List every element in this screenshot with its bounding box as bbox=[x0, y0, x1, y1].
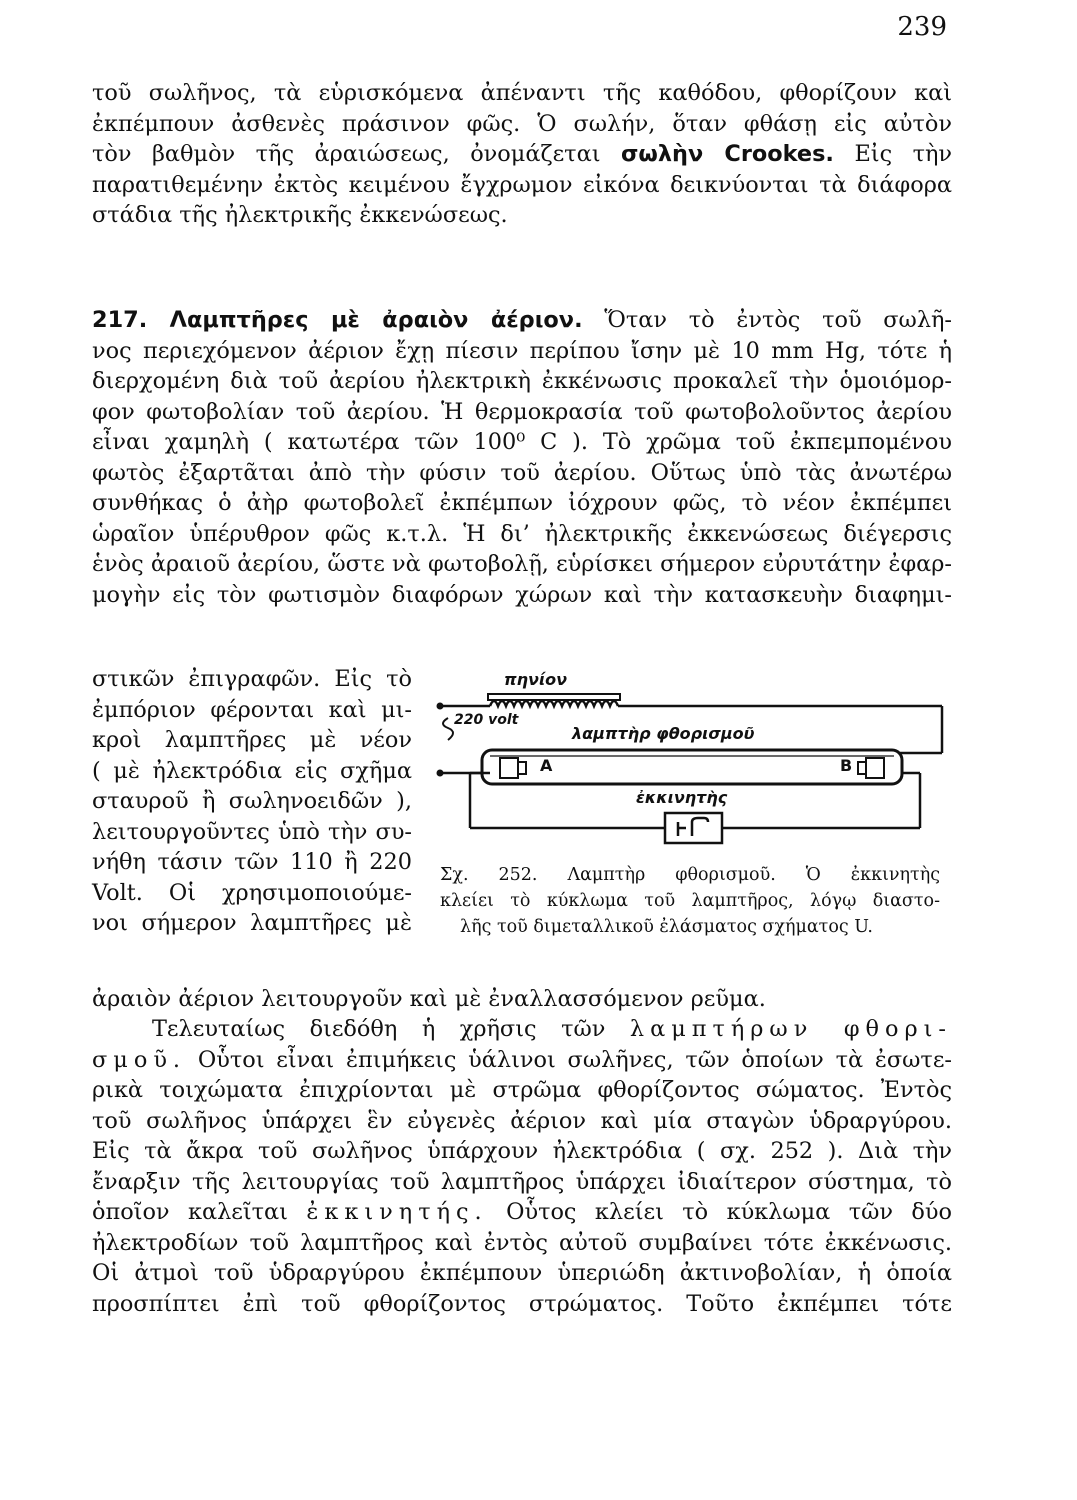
electrode-b-icon bbox=[866, 758, 884, 778]
figure-caption bbox=[440, 862, 940, 940]
section-217-wrapped-text bbox=[92, 664, 412, 939]
text-line bbox=[92, 305, 952, 336]
text-run: ὁποῖον καλεῖται bbox=[92, 1199, 307, 1225]
text-line bbox=[92, 1197, 952, 1228]
paragraph-crookes-tube bbox=[92, 78, 952, 231]
text-line: ἀραιὸν ἀέριον λειτουργοῦν καὶ μὲ ἐναλλασσόμενον ρεῦμα. bbox=[92, 986, 766, 1012]
text-line: στάδια τῆς ἠλεκτρικῆς ἐκκενώσεως. bbox=[92, 202, 508, 228]
section-heading: 217. Λαμπτῆρες μὲ ἀραιὸν ἀέριον. bbox=[92, 307, 583, 333]
terminal-icon bbox=[437, 770, 444, 777]
text-line: Οἱ ἀτμοὶ τοῦ ὑδραργύρου ἐκπέμπουν ὑπεριώδη ἀκτινοβολίαν, ἡ ὁποία bbox=[92, 1260, 952, 1286]
text-line: Εἰς τὰ ἄκρα τοῦ σωλῆνος ὑπάρχουν ἠλεκτρόδια ( σχ. 252 ). Διὰ τὴν bbox=[92, 1138, 952, 1164]
text-run: Οὗτοι εἶναι ἐπιμήκεις ὑάλινοι σωλῆνες, τῶν ὁποίων τὰ ἐσωτε- bbox=[186, 1046, 952, 1073]
text-line: φωτὸς ἐξαρτᾶται ἀπὸ τὴν φύσιν τοῦ ἀερίου. Οὕτως ὑπὸ τὰς ἀνωτέρω bbox=[92, 459, 952, 486]
text-line bbox=[92, 1014, 952, 1045]
text-run: Οὗτος κλείει τὸ κύκλωμα τῶν δύο bbox=[487, 1199, 952, 1225]
text-line: ἠλεκτροδίων τοῦ λαμπτῆρος καὶ ἐντὸς αὐτοῦ συμβαίνει τότε ἐκκένωσις. bbox=[92, 1229, 952, 1256]
text-line: νήθη τάσιν τῶν 110 ἢ 220 bbox=[92, 849, 412, 875]
coil-core bbox=[488, 694, 620, 700]
page-number: 239 bbox=[897, 12, 947, 42]
text-line: συνθήκας ὁ ἀὴρ φωτοβολεῖ ἐκπέμπων ἰόχρουν φῶς, τὸ νέον ἐκπέμπει bbox=[92, 490, 952, 516]
ballast-coil-icon bbox=[490, 701, 618, 706]
spaced-term: ἐκκινητής. bbox=[306, 1199, 488, 1225]
spaced-term: λαμπτήρων φθορι- bbox=[629, 1016, 952, 1042]
text-line: νοι σήμερον λαμπτῆρες μὲ bbox=[92, 910, 412, 936]
caption-line: Σχ. 252. Λαμπτὴρ φθορισμοῦ. Ὁ ἐκκινητὴς bbox=[440, 865, 940, 885]
text-run: Ὅταν τὸ ἐντὸς τοῦ σωλῆ- bbox=[582, 307, 952, 333]
text-line: ἐκπέμπουν ἀσθενὲς πράσινον φῶς. Ὁ σωλήν, ὅταν φθάσῃ εἰς αὐτὸν bbox=[92, 110, 952, 137]
text-line: στικῶν ἐπιγραφῶν. Εἰς τὸ bbox=[92, 666, 412, 692]
text-run: Εἰς τὴν bbox=[833, 141, 953, 167]
text-line: ( μὲ ἠλεκτρόδια εἰς σχῆμα bbox=[92, 757, 412, 784]
electrode-a-icon bbox=[500, 758, 518, 778]
section-217-tail bbox=[92, 984, 952, 1015]
text-line: διερχομένη διὰ τοῦ ἀερίου ἠλεκτρικὴ ἐκκένωσις προκαλεῖ τὴν ὁμοιόμορ- bbox=[92, 368, 952, 394]
text-line: τοῦ σωλῆνος ὑπάρχει ἓν εὐγενὲς ἀέριον καὶ μία σταγὼν ὑδραργύρου. bbox=[92, 1107, 952, 1134]
bold-term: σωλὴν Crookes. bbox=[620, 141, 834, 167]
terminal-icon bbox=[437, 703, 444, 710]
text-line: ἑνὸς ἀραιοῦ ἀερίου, ὥστε νὰ φωτοβολῇ, εὑρίσκει σήμερον εὐρυτάτην ἐφαρ- bbox=[92, 551, 952, 577]
text-line bbox=[92, 139, 952, 170]
text-line: σταυροῦ ἢ σωληνοειδῶν ), bbox=[92, 788, 412, 814]
text-line: παρατιθεμένην ἐκτὸς κειμένου ἔγχρωμον εἰκόνα δεικνύονται τὰ διάφορα bbox=[92, 171, 952, 198]
text-line: κροὶ λαμπτῆρες μὲ νέον bbox=[92, 727, 412, 753]
circuit-diagram bbox=[430, 668, 950, 858]
text-line: προσπίπτει ἐπὶ τοῦ φθορίζοντος στρώματος. Τοῦτο ἐκπέμπει τότε bbox=[92, 1290, 952, 1317]
text-line: Volt. Οἱ χρησιμοποιούμε- bbox=[92, 879, 412, 906]
text-line: τοῦ σωλῆνος, τὰ εὑρισκόμενα ἀπέναντι τῆς καθόδου, φθορίζουν καὶ bbox=[92, 80, 952, 106]
section-217 bbox=[92, 305, 952, 610]
starter-icon bbox=[665, 813, 722, 843]
caption-line: λῆς τοῦ διμεταλλικοῦ ἐλάσματος σχήματος U. bbox=[460, 917, 873, 937]
starter-label: ἐκκινητὴς bbox=[636, 788, 728, 807]
text-line: ἐμπόριον φέρονται καὶ μι- bbox=[92, 696, 412, 723]
paragraph-fluorescent-lamps bbox=[92, 1014, 952, 1319]
voltage-mark-icon bbox=[443, 718, 453, 740]
voltage-label: 220 volt bbox=[454, 712, 519, 728]
text-line: εἶναι χαμηλὴ ( κατωτέρα τῶν 100⁰ C ). Τὸ χρῶμα τοῦ ἐκπεμπομένου bbox=[92, 429, 952, 455]
lamp-label: λαμπτὴρ φθορισμοῦ bbox=[572, 724, 755, 743]
caption-line: κλείει τὸ κύκλωμα τοῦ λαμπτῆρος, λόγῳ διαστο- bbox=[440, 891, 940, 911]
spaced-term: σμοῦ. bbox=[92, 1046, 187, 1073]
text-line: ὡραῖον ὑπέρυθρον φῶς κ.τ.λ. Ἡ δι’ ἠλεκτρικῆς ἐκκενώσεως διέγερσις bbox=[92, 520, 952, 547]
text-line bbox=[92, 1045, 952, 1076]
text-run: Τελευταίως διεδόθη ἡ χρῆσις τῶν bbox=[152, 1016, 630, 1042]
electrode-b-label: B bbox=[840, 756, 853, 775]
coil-label: πηνίον bbox=[504, 670, 568, 689]
text-line: ἔναρξιν τῆς λειτουργίας τοῦ λαμπτῆρος ὑπάρχει ἰδιαίτερον σύστημα, τὸ bbox=[92, 1168, 952, 1195]
text-line: φον φωτοβολίαν τοῦ ἀερίου. Ἡ θερμοκρασία τοῦ φωτοβολοῦντος ἀερίου bbox=[92, 398, 952, 425]
electrode-a-label: A bbox=[540, 756, 553, 775]
text-run: τὸν βαθμὸν τῆς ἀραιώσεως, ὀνομάζεται bbox=[92, 141, 621, 167]
text-line: μογὴν εἰς τὸν φωτισμὸν διαφόρων χώρων καὶ τὴν κατασκευὴν διαφημι- bbox=[92, 581, 952, 608]
text-line: νος περιεχόμενον ἀέριον ἔχῃ πίεσιν περίπου ἴσην μὲ 10 mm Hg, τότε ἡ bbox=[92, 337, 952, 364]
text-line: ρικὰ τοιχώματα ἐπιχρίονται μὲ στρῶμα φθορίζοντος σώματος. Ἐντὸς bbox=[92, 1077, 952, 1103]
text-line: λειτουργοῦντες ὑπὸ τὴν συ- bbox=[92, 818, 412, 845]
